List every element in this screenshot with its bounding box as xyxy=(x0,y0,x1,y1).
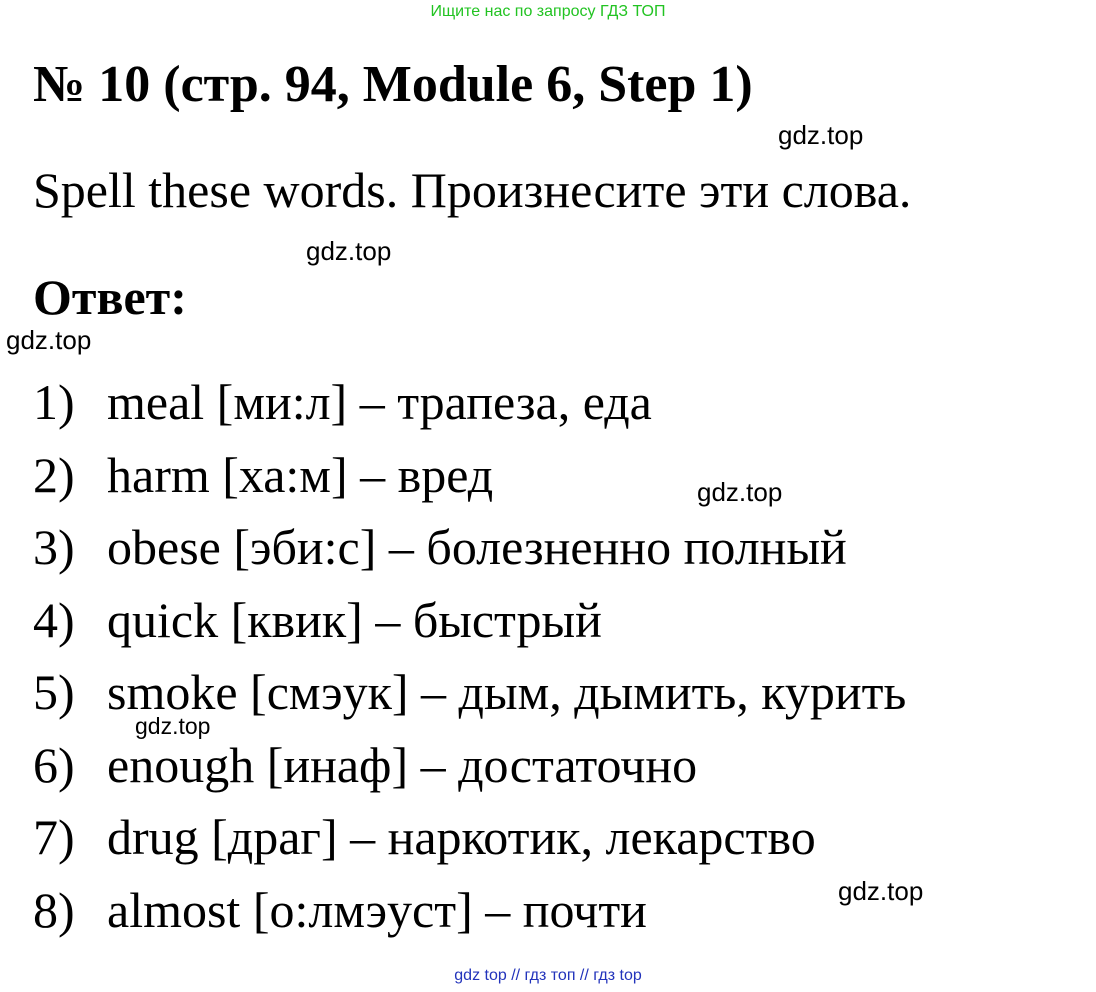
answer-label: Ответ: xyxy=(33,269,187,325)
answer-item xyxy=(33,801,906,874)
answer-text: meal [ми:л] – трапеза, еда xyxy=(107,374,652,430)
answer-number: 2) xyxy=(33,446,75,503)
answer-number: 7) xyxy=(33,809,75,865)
answer-text: harm [ха:м] – вред xyxy=(107,446,494,503)
watermark: gdz.top xyxy=(778,120,864,150)
watermark: gdz.top xyxy=(697,477,783,507)
search-hint-text: Ищите нас по запросу ГДЗ ТОП xyxy=(430,3,666,20)
answer-text: quick [квик] – быстрый xyxy=(107,591,602,648)
answer-text: obese [эби:с] – болезненно полный xyxy=(107,519,847,575)
answer-item xyxy=(33,584,906,657)
answer-number: 4) xyxy=(33,591,75,648)
answer-item xyxy=(33,874,906,947)
answer-text: almost [о:лмэуст] – почти xyxy=(107,881,647,938)
answer-number: 1) xyxy=(33,374,75,430)
task-instruction: Spell these words. Произнесите эти слова. xyxy=(33,162,912,218)
answer-text: drug [драг] – наркотик, лекарство xyxy=(107,809,816,865)
answer-text: enough [инаф] – достаточно xyxy=(107,736,698,793)
answer-item xyxy=(33,511,906,584)
answer-number: 5) xyxy=(33,664,75,720)
exercise-title: № 10 (стр. 94, Module 6, Step 1) xyxy=(33,56,753,113)
answer-number: 3) xyxy=(33,519,75,575)
watermark: gdz.top xyxy=(135,713,211,739)
answer-number: 6) xyxy=(33,736,75,793)
answer-number: 8) xyxy=(33,881,75,938)
answer-item xyxy=(33,366,906,439)
answer-text: smoke [смэук] – дым, дымить, курить xyxy=(107,664,907,720)
watermark: gdz.top xyxy=(306,236,392,266)
footer-watermark xyxy=(0,966,1096,986)
watermark: gdz.top xyxy=(6,325,92,355)
watermark: gdz.top xyxy=(838,876,924,906)
footer-text: gdz top // гдз топ // гдз top xyxy=(454,967,642,984)
search-hint-banner xyxy=(0,2,1096,22)
answer-list xyxy=(33,366,906,946)
